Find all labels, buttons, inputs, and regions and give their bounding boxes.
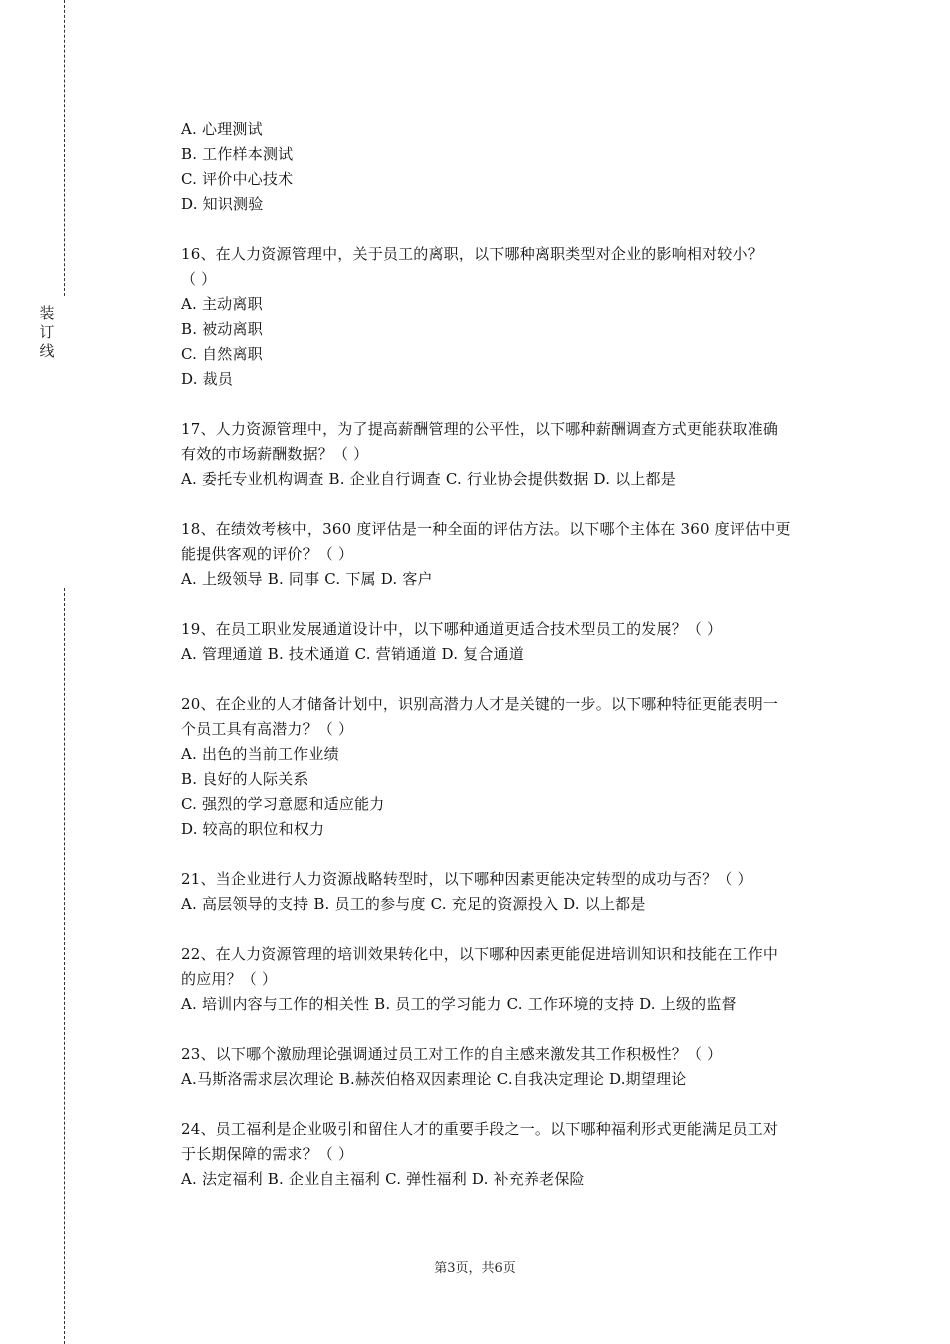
continuation-options — [181, 117, 841, 217]
question-16 — [181, 242, 841, 392]
binding-label — [37, 304, 57, 361]
option: A. 法定福利 B. 企业自主福利 C. 弹性福利 D. 补充养老保险 — [181, 1170, 585, 1188]
binding-label-char: 装 — [39, 304, 55, 322]
option: A. 培训内容与工作的相关性 B. 员工的学习能力 C. 工作环境的支持 D. 上级的监督 — [181, 995, 737, 1013]
question-text: 23、以下哪个激励理论强调通过员工对工作的自主感来激发其工作积极性？（ ） — [181, 1045, 723, 1063]
option: A. 委托专业机构调查 B. 企业自行调查 C. 行业协会提供数据 D. 以上都是 — [181, 470, 676, 488]
question-text: 21、当企业进行人力资源战略转型时，以下哪种因素更能决定转型的成功与否？（ ） — [181, 870, 753, 888]
option: D. 较高的职位和权力 — [181, 820, 325, 838]
page-number: 第3页，共6页 — [434, 1261, 516, 1276]
question-18 — [181, 517, 841, 592]
question-17 — [181, 417, 841, 492]
question-text: 19、在员工职业发展通道设计中，以下哪种通道更适合技术型员工的发展？（ ） — [181, 620, 723, 638]
option: C. 自然离职 — [181, 345, 263, 363]
question-text: 17、人力资源管理中，为了提高薪酬管理的公平性，以下哪种薪酬调查方式更能获取准确 — [181, 420, 779, 438]
question-text: 个员工具有高潜力？（ ） — [181, 720, 354, 738]
option: B. 良好的人际关系 — [181, 770, 309, 788]
option: D. 裁员 — [181, 370, 234, 388]
option: B. 工作样本测试 — [181, 145, 294, 163]
option: A. 高层领导的支持 B. 员工的参与度 C. 充足的资源投入 D. 以上都是 — [181, 895, 646, 913]
option: A. 心理测试 — [181, 120, 263, 138]
question-text: （ ） — [181, 270, 217, 288]
question-20 — [181, 692, 841, 842]
option: B. 被动离职 — [181, 320, 263, 338]
question-22 — [181, 942, 841, 1017]
option: A.马斯洛需求层次理论 B.赫茨伯格双因素理论 C.自我决定理论 D.期望理论 — [181, 1070, 687, 1088]
question-text: 能提供客观的评价？（ ） — [181, 545, 354, 563]
question-text: 的应用？（ ） — [181, 970, 278, 988]
option: A. 主动离职 — [181, 295, 263, 313]
binding-line-top — [64, 0, 65, 296]
question-text: 24、员工福利是企业吸引和留住人才的重要手段之一。以下哪种福利形式更能满足员工对 — [181, 1120, 779, 1138]
question-19 — [181, 617, 841, 667]
option: A. 出色的当前工作业绩 — [181, 745, 339, 763]
question-list — [181, 117, 841, 1192]
option: A. 管理通道 B. 技术通道 C. 营销通道 D. 复合通道 — [181, 645, 524, 663]
question-text: 于长期保障的需求？（ ） — [181, 1145, 354, 1163]
question-text: 20、在企业的人才储备计划中，识别高潜力人才是关键的一步。以下哪种特征更能表明一 — [181, 695, 779, 713]
option: C. 强烈的学习意愿和适应能力 — [181, 795, 385, 813]
question-24 — [181, 1117, 841, 1192]
binding-label-char: 线 — [39, 342, 55, 360]
question-text: 16、在人力资源管理中，关于员工的离职，以下哪种离职类型对企业的影响相对较小？ — [181, 245, 763, 263]
option: D. 知识测验 — [181, 195, 264, 213]
binding-label-char: 订 — [39, 323, 55, 341]
option: A. 上级领导 B. 同事 C. 下属 D. 客户 — [181, 570, 433, 588]
option: C. 评价中心技术 — [181, 170, 294, 188]
question-text: 有效的市场薪酬数据？（ ） — [181, 445, 369, 463]
question-23 — [181, 1042, 841, 1092]
binding-line-bottom — [64, 588, 65, 1344]
question-text: 22、在人力资源管理的培训效果转化中，以下哪种因素更能促进培训知识和技能在工作中 — [181, 945, 779, 963]
question-text: 18、在绩效考核中，360 度评估是一种全面的评估方法。以下哪个主体在 360 度评估中更 — [181, 520, 791, 538]
question-21 — [181, 867, 841, 917]
